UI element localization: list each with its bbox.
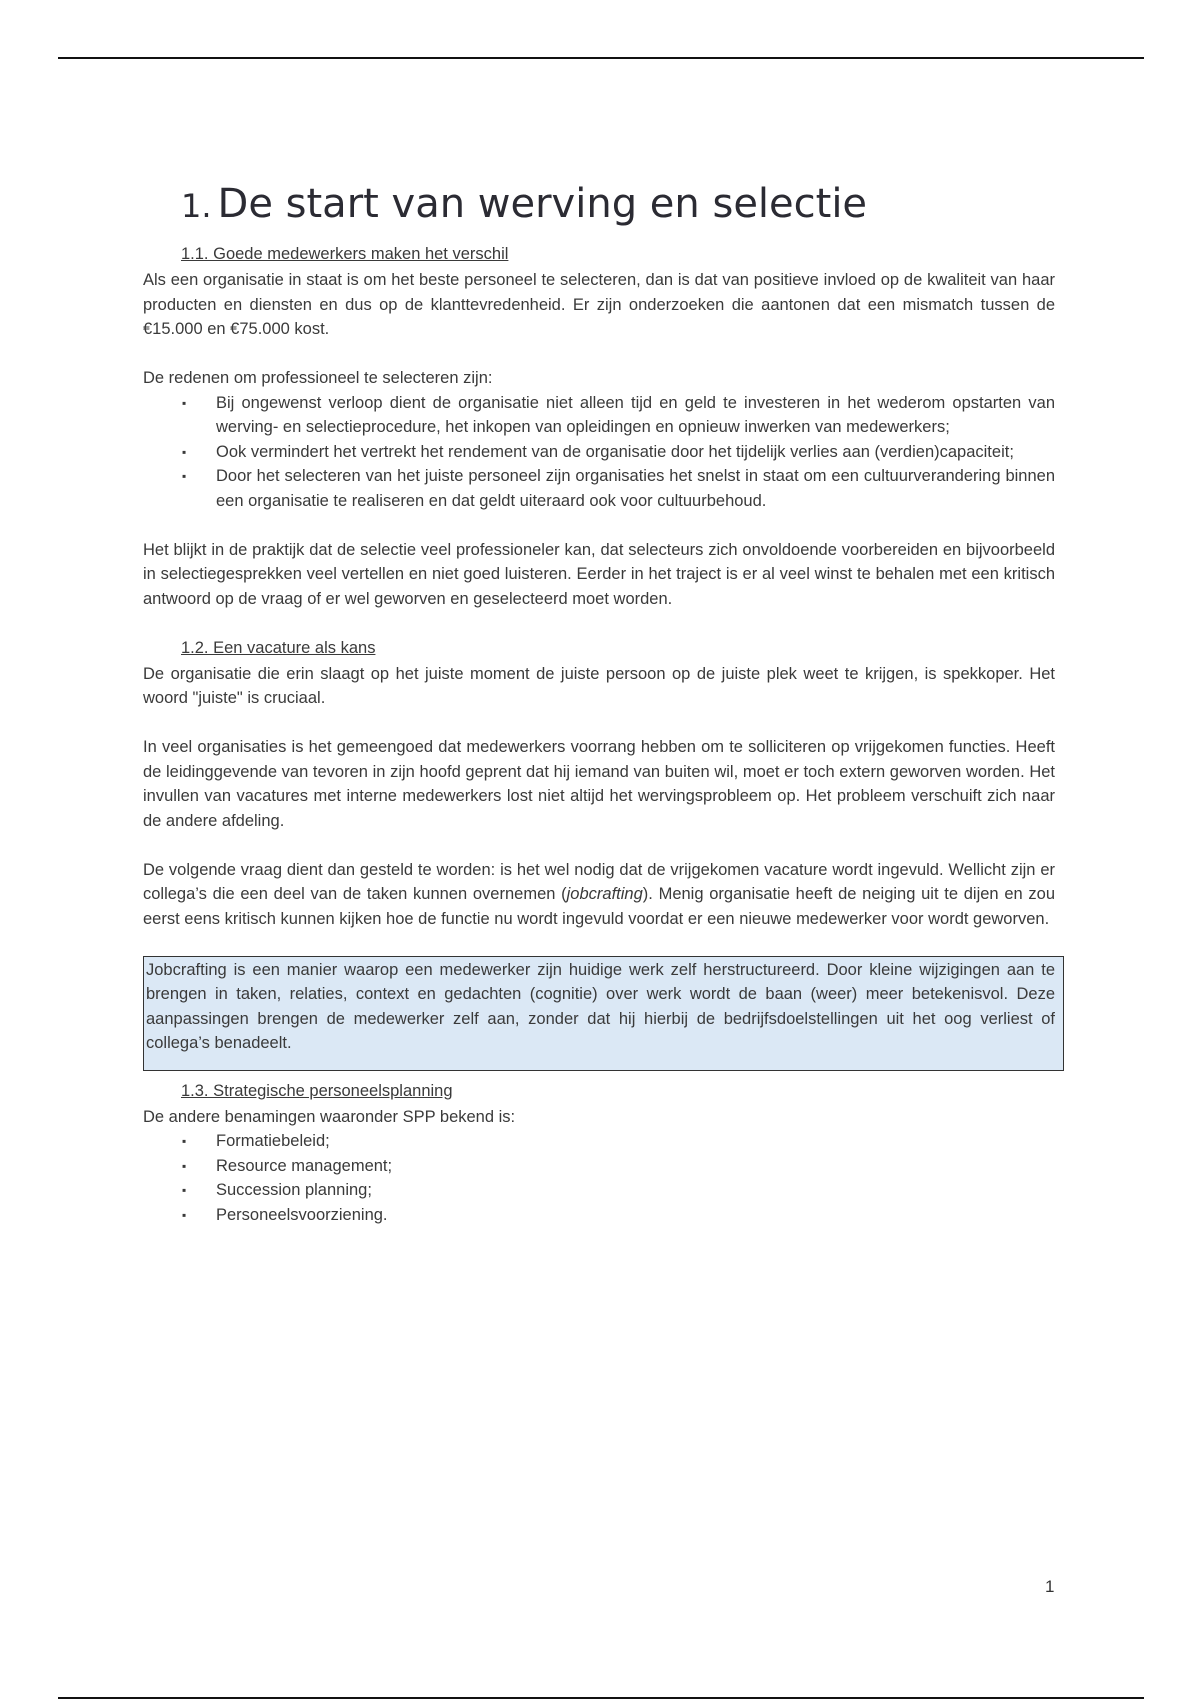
bullet-icon: ▪ [182,395,187,410]
list-item: ▪ Ook vermindert het vertrekt het rendement van de organisatie door het tijdelijk verlies aan (verdien)capaciteit; [143,440,1055,465]
section-heading-1-3: 1.3. Strategische personeelsplanning [181,1081,453,1100]
list-item: ▪ Bij ongewenst verloop dient de organisatie niet alleen tijd en geld te investeren in het wederom opstarten van werving- en selectieprocedure, het inkopen van opleidingen en opnieuw inwerken van medewerkers; [143,391,1055,440]
page-content [143,180,1055,1227]
bullet-icon: ▪ [182,1207,187,1222]
paragraph: De redenen om professioneel te selecteren zijn: [143,369,493,387]
callout-text: Jobcrafting is een manier waarop een medewerker zijn huidige werk zelf herstructureerd. Door kleine wijzigingen aan te brengen in taken, relaties, context en gedachten (cognitie) over werk wordt de baan (weer) meer betekenisvol. Deze aanpassingen brengen de medewerker zelf aan, zonder dat hij hierbij de bedrijfsdoelstellingen uit het oog verliest of collega’s benadeelt. [146,960,1055,1052]
section-heading-1-2: 1.2. Een vacature als kans [181,638,376,657]
bullet-icon: ▪ [182,444,187,459]
paragraph: Als een organisatie in staat is om het beste personeel te selecteren, dan is dat van positieve invloed op de kwaliteit van haar producten en diensten en dus op de klanttevredenheid. Er zijn onderzoeken die aantonen dat een mismatch tussen de €15.000 en €75.000 kost. [143,271,1055,338]
list-item: ▪ Formatiebeleid; [143,1129,1055,1154]
bullet-icon: ▪ [182,1134,187,1148]
chapter-title [181,180,1055,230]
footer-rule [58,1697,1144,1699]
paragraph: In veel organisaties is het gemeengoed dat medewerkers voorrang hebben om te solliciteren op vrijgekomen functies. Heeft de leidinggevende van tevoren in zijn hoofd geprent dat hij iemand van buiten wil, moet er toch extern geworven worden. Het invullen van vacatures met interne medewerkers lost niet altijd het wervingsprobleem op. Het probleem verschuift zich naar de andere afdeling. [143,738,1055,830]
section-heading-1-1: 1.1. Goede medewerkers maken het verschil [181,245,509,263]
list-item: ▪ Resource management; [143,1154,1055,1179]
paragraph: De organisatie die erin slaagt op het juiste moment de juiste persoon op de juiste plek weet te krijgen, is spekkoper. Het woord "juiste" is cruciaal. [143,664,1055,707]
bullet-icon: ▪ [182,1183,187,1197]
list-item: ▪ Door het selecteren van het juiste personeel zijn organisaties het snelst in staat om een cultuurverandering binnen een organisatie te realiseren en dat geldt uiteraard ook voor cultuurbehoud. [143,464,1055,513]
reasons-list [143,391,1055,514]
chapter-title-text: De start van werving en selectie [217,181,868,227]
page-number: 1 [1045,1577,1055,1596]
jobcrafting-callout-box [143,956,1064,1071]
list-item: ▪ Succession planning; [143,1178,1055,1203]
paragraph: Het blijkt in de praktijk dat de selectie veel professioneler kan, dat selecteurs zich onvoldoende voorbereiden en bijvoorbeeld in selectiegesprekken veel vertellen en niet goed luisteren. Eerder in het traject is er al veel winst te behalen met een kritisch antwoord op de vraag of er wel geworven en geselecteerd moet worden. [143,540,1055,608]
spp-names-list [143,1129,1055,1227]
paragraph: De andere benamingen waaronder SPP bekend is: [143,1107,516,1126]
list-item: ▪ Personeelsvoorziening. [143,1203,1055,1228]
emphasis-jobcrafting: jobcrafting [566,885,643,903]
paragraph: De volgende vraag dient dan gesteld te worden: is het wel nodig dat de vrijgekomen vacature wordt ingevuld. Wellicht zijn er collega’s die een deel van de taken kunnen overnemen (jobcrafting). Menig organisatie heeft de neiging uit te dijen en zou eerst eens kritisch kunnen kijken hoe de functie nu wordt ingevuld voordat er een nieuwe medewerker voor wordt geworven. [143,860,1055,928]
header-rule [58,57,1144,59]
bullet-icon: ▪ [182,1158,187,1173]
bullet-icon: ▪ [182,469,187,483]
chapter-number: 1. [181,187,212,225]
